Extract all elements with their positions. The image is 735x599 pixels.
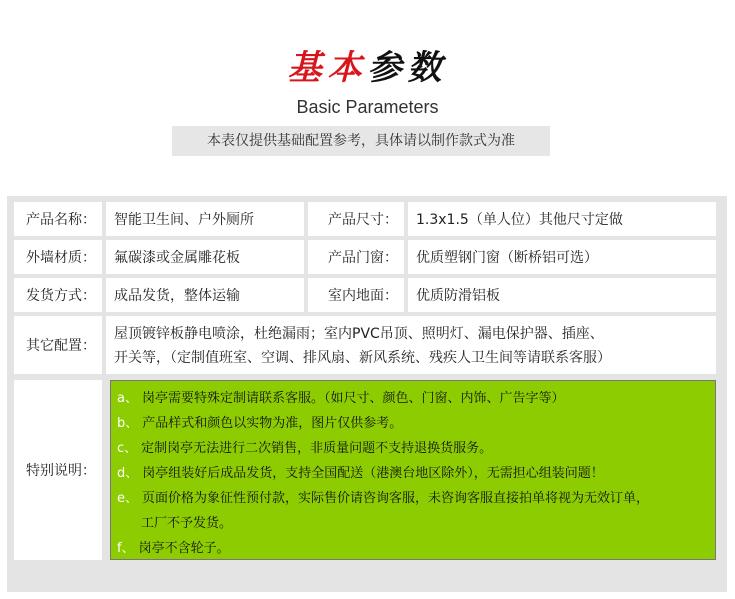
label-product-size: 产品尺寸： [308, 202, 404, 236]
special-note-c: c、 定制岗亭无法进行二次销售，非质量问题不支持退换货服务。 [117, 441, 493, 456]
page-subtitle: Basic Parameters [296, 97, 439, 117]
label-other-config: 其它配置： [14, 316, 102, 374]
special-note-e: e、 页面价格为象征性预付款，实际售价请咨询客服，未咨询客服直接拍单将视为无效订单， [117, 491, 650, 506]
special-note-d: d、 岗亭组装好后成品发货，支持全国配送（港澳台地区除外），无需担心组装问题！ [117, 466, 604, 481]
value-indoor-floor: 优质防滑铝板 [408, 278, 716, 312]
special-notes-box [110, 380, 716, 560]
value-product-size: 1.3x1.5（单人位）其他尺寸定做 [408, 202, 716, 236]
other-config-line-1: 屋顶镀锌板静电喷涂，杜绝漏雨；室内PVC吊顶、照明灯、漏电保护器、插座、 [114, 326, 604, 342]
reference-note: 本表仅提供基础配置参考，具体请以制作款式为准 [172, 126, 550, 156]
value-doors-windows: 优质塑钢门窗（断桥铝可选） [408, 240, 716, 274]
label-doors-windows: 产品门窗： [308, 240, 404, 274]
special-note-a: a、 岗亭需要特殊定制请联系客服。（如尺寸、颜色、门窗、内饰、广告字等） [117, 391, 565, 406]
title-black-part: 参数 [367, 48, 448, 88]
label-wall-material: 外墙材质： [14, 240, 102, 274]
value-shipping-method: 成品发货，整体运输 [106, 278, 304, 312]
label-indoor-floor: 室内地面： [308, 278, 404, 312]
special-note-f: f、 岗亭不含轮子。 [117, 541, 230, 556]
value-product-name: 智能卫生间、户外厕所 [106, 202, 304, 236]
label-shipping-method: 发货方式： [14, 278, 102, 312]
value-wall-material: 氟碳漆或金属雕花板 [106, 240, 304, 274]
page-title [0, 40, 735, 89]
value-other-config [106, 316, 716, 374]
title-red-part: 基本 [287, 48, 368, 88]
special-note-b: b、 产品样式和颜色以实物为准，图片仅供参考。 [117, 416, 403, 431]
other-config-line-2: 开关等，（定制值班室、空调、排风扇、新风系统、残疾人卫生间等请联系客服） [114, 350, 611, 366]
label-special-notes: 特别说明： [14, 380, 102, 560]
label-product-name: 产品名称： [14, 202, 102, 236]
special-note-e-continued: 工厂不予发货。 [141, 516, 233, 531]
